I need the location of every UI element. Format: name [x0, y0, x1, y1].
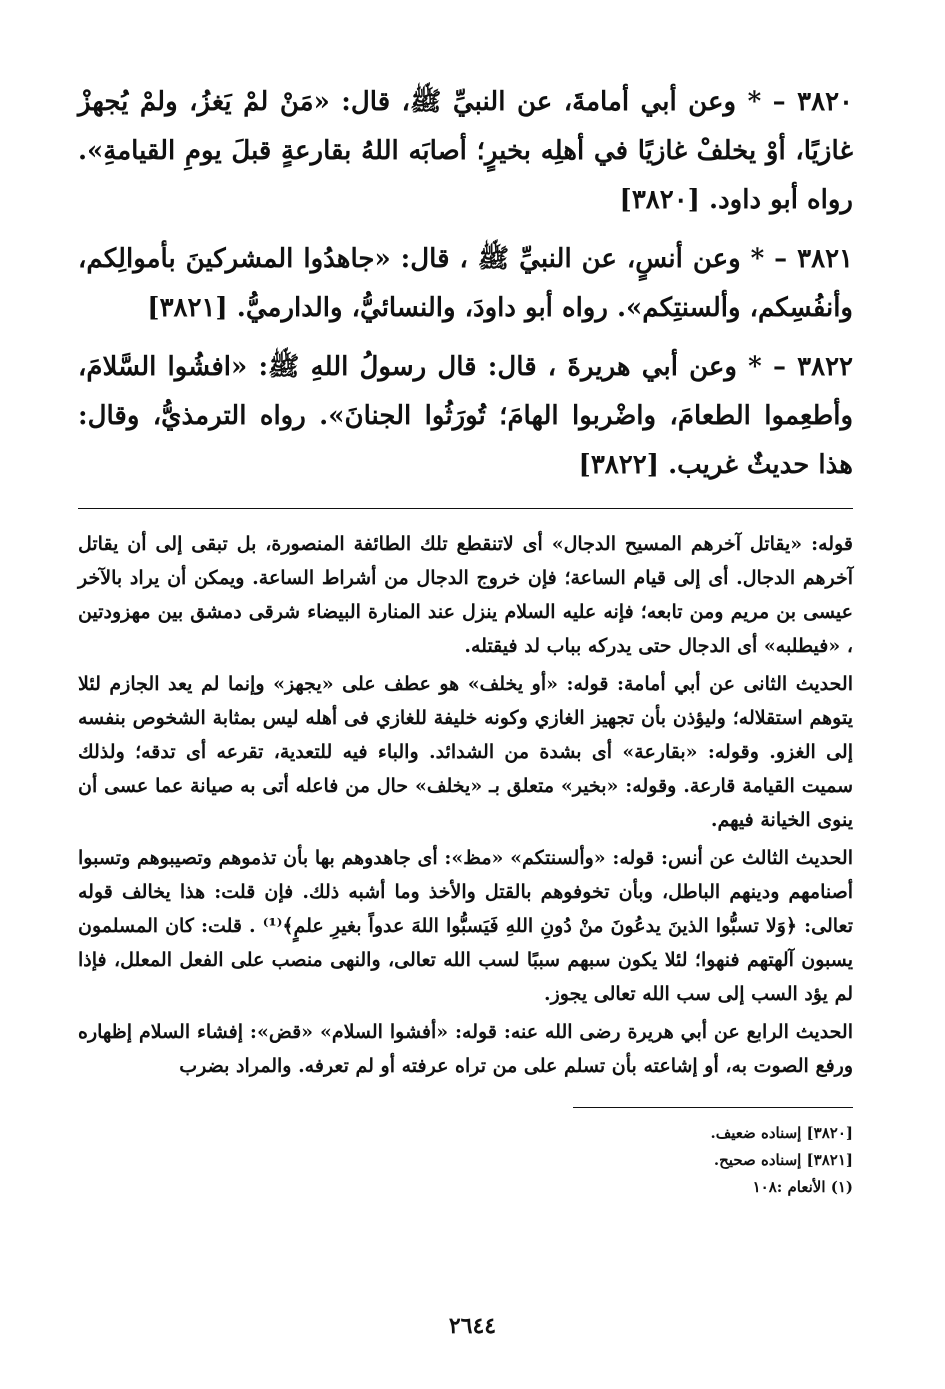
hadith-3820: [78, 78, 853, 225]
hadith-text: وعن أنسٍ، عن النبيِّ ﷺ ، قال: «جاهدُوا المشركينَ بأموالِكم، وأنفُسِكم، وألسنتِكم». رواه أبو داودَ، والنسائيُّ، والدارميُّ.: [78, 244, 853, 323]
section-divider: [78, 508, 853, 509]
footnote-divider: [573, 1107, 853, 1108]
hadith-number: ٣٨٢٢ – *: [748, 352, 853, 382]
commentary-paragraph: الحديث الثالث عن أنس: قوله: «وألسنتكم» «مظ»: أى جاهدوهم بها بأن تذموهم وتصيبوهم وتسبوا أصنامهم ودينهم الباطل، وبأن تخوفوهم بالقتل والأخذ وما أشبه ذلك. فإن قلت: هذا يخالف قوله تعالى: ﴿وَلا تسبُّوا الذينَ يدعُونَ منْ دُونِ اللهِ فَيَسبُّوا اللهَ عدواً بغيرِ علمٍ﴾⁽¹⁾ . قلت: كان المسلمون يسبون آلهتهم فنهوا؛ لئلا يكون سبهم سببًا لسب الله تعالى، والنهى منصب على الفعل المعلل، فإذا لم يؤد السب إلى سب الله تعالى يجوز.: [78, 847, 854, 1005]
footnotes: [78, 1120, 853, 1201]
hadith-number: ٣٨٢٠ – *: [747, 87, 854, 117]
commentary-paragraph: الحديث الثانى عن أبي أمامة: قوله: «أو يخلف» هو عطف على «يجهز» وإنما لم يعد الجازم لئلا يتوهم استقلاله؛ وليؤذن بأن تجهيز الغازي وكونه خليفة للغازي فى أهله ليس بمثابة الشخوص بنفسه إلى الغزو. وقوله: «بقارعة» أى بشدة من الشدائد. والباء فيه للتعدية، تقرعه أى تدقه؛ ولذلك سميت القيامة قارعة. وقوله: «بخير» متعلق بـ «يخلف» حال من فاعله أتى به صيانة عما عسى أن ينوى الخيانة فيهم.: [78, 673, 853, 831]
footnote-3821: [٣٨٢١] إسناده صحيح.: [713, 1151, 853, 1169]
footnote-3820: [٣٨٢٠] إسناده ضعيف.: [710, 1124, 853, 1142]
hadith-text: وعن أبي أمامةَ، عن النبيِّ ﷺ، قال: «مَنْ لمْ يَغزُ، ولمْ يُجهزْ غازيًا، أوْ يخلفْ غازيًا في أهلِه بخيرٍ؛ أصابَه اللهُ بقارعةٍ قبلَ يومِ القيامةِ». رواه أبو داود.: [78, 87, 853, 215]
hadith-reference: [٣٨٢٢]: [578, 450, 659, 480]
page-number: ٢٦٤٤: [448, 1313, 497, 1339]
hadith-number: ٣٨٢١ – *: [750, 244, 853, 274]
hadith-section: [78, 78, 853, 490]
commentary-paragraph: قوله: «يقاتل آخرهم المسيح الدجال» أى لاتنقطع تلك الطائفة المنصورة، بل تبقى إلى أن يقاتل آخرهم الدجال. أى إلى قيام الساعة؛ فإن خروج الدجال من أشراط الساعة. ويمكن أن يراد بالآخر عيسى بن مريم ومن تابعه؛ فإنه عليه السلام ينزل عند المنارة البيضاء شرقى دمشق بين مهزودتين ، «فيطلبه» أى الدجال حتى يدركه بباب لد فيقتله.: [78, 533, 853, 657]
hadith-3822: [78, 343, 853, 490]
hadith-reference: [٣٨٢١]: [147, 293, 228, 323]
hadith-reference: [٣٨٢٠]: [619, 185, 700, 215]
footnote-quran-ref: (١) الأنعام :١٠٨: [752, 1178, 853, 1196]
commentary-paragraph: الحديث الرابع عن أبي هريرة رضى الله عنه: قوله: «أفشوا السلام» «قض»: إفشاء السلام إظهاره ورفع الصوت به، أو إشاعته بأن تسلم على من تراه عرفته أو لم تعرفه. والمراد بضرب: [78, 1021, 853, 1077]
hadith-text: وعن أبي هريرةَ ، قال: قال رسولُ اللهِ ﷺ: «افشُوا السَّلامَ، وأطعِموا الطعامَ، واضْربوا الهامَ؛ تُورَثُوا الجنانَ». رواه الترمذيُّ، وقال: هذا حديثٌ غريب.: [78, 352, 853, 480]
commentary-section: [78, 527, 853, 1083]
hadith-3821: [78, 235, 853, 333]
